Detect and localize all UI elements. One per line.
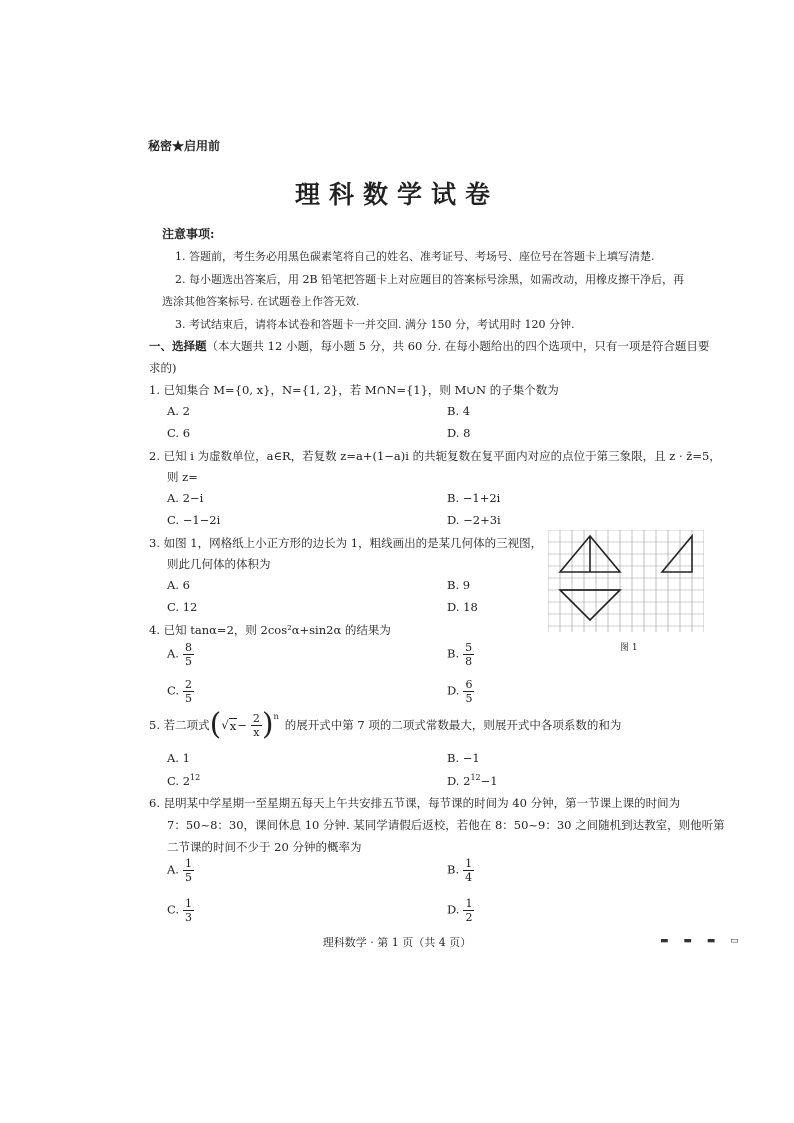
section-heading-rest: （本大题共 12 小题，每小题 5 分，共 60 分. 在每小题给出的四个选项中，只有一项是符合题目要 <box>206 339 710 353</box>
denominator: 4 <box>465 871 473 884</box>
question-5-option-c <box>167 773 200 788</box>
question-3-option-c: C. 12 <box>167 600 198 614</box>
option-label: C. <box>167 683 180 698</box>
page-title: 理科数学试卷 <box>294 180 499 209</box>
denominator: 5 <box>184 871 192 884</box>
option-label: A. <box>167 862 179 877</box>
question-4-option-d <box>447 678 474 705</box>
option-label: B. <box>447 862 460 877</box>
option-label: D. <box>447 902 460 917</box>
fraction <box>463 897 474 924</box>
notice-item: 1. 答题前，考生务必用黑色碳素笔将自己的姓名、准考证号、考场号、座位号在答题卡上填写清楚. <box>175 250 655 263</box>
question-3-option-d: D. 18 <box>447 600 478 614</box>
footer-marks: ▬ ▬ ▬ ▭ <box>660 936 745 946</box>
numerator: 1 <box>184 857 192 870</box>
notice-item: 选涂其他答案标号. 在试题卷上作答无效. <box>162 295 360 308</box>
fraction <box>183 897 194 924</box>
question-5-stem <box>149 707 622 742</box>
question-6-option-d <box>447 897 474 924</box>
question-2-option-c: C. −1−2i <box>167 513 221 527</box>
question-6-option-a <box>167 857 194 884</box>
question-2-stem: 2. 已知 i 为虚数单位，a∈R，若复数 z=a+(1−a)i 的共轭复数在复平面内对应的点位于第三象限，且 z · z̄=5， <box>149 449 721 463</box>
section-heading-line2: 求的) <box>149 361 177 375</box>
option-label: D. <box>447 683 460 698</box>
fraction <box>463 857 474 884</box>
question-6-line2: 7：50~8：30，课间休息 10 分钟. 某同学请假后返校，若他在 8：50~9：30 之间随机到达教室，则他听第 <box>167 818 725 832</box>
question-4-option-c <box>167 678 194 705</box>
power-exponent: 12 <box>190 773 201 782</box>
power-exponent: 12 <box>470 773 481 782</box>
fraction <box>463 641 474 668</box>
question-1-option-b: B. 4 <box>447 404 471 418</box>
confidential-label: 秘密★启用前 <box>148 139 221 153</box>
denominator: 2 <box>465 911 473 924</box>
question-4-option-a <box>167 641 194 668</box>
numerator: 1 <box>185 897 193 910</box>
denominator: 3 <box>185 911 193 924</box>
question-3-option-b: B. 9 <box>447 578 471 592</box>
fraction <box>183 641 194 668</box>
notice-item: 3. 考试结束后，请将本试卷和答题卡一并交回. 满分 150 分，考试用时 120 分钟. <box>175 318 575 331</box>
notice-heading: 注意事项: <box>162 227 215 241</box>
power-base: C. 2 <box>167 773 191 788</box>
page-footer: 理科数学 · 第 1 页（共 4 页） <box>322 936 472 949</box>
question-1-option-a: A. 2 <box>167 404 190 418</box>
question-5-prefix: 5. 若二项式 <box>149 718 210 732</box>
section-heading <box>149 338 709 354</box>
question-4-stem: 4. 已知 tanα=2，则 2cos²α+sin2α 的结果为 <box>149 623 391 637</box>
numerator: 6 <box>465 678 473 691</box>
question-6-line1: 6. 昆明某中学星期一至星期五每天上午共安排五节课，每节课的时间为 40 分钟，第一节课上课的时间为 <box>149 796 681 810</box>
denominator: x <box>253 725 260 739</box>
denominator: 8 <box>465 655 473 668</box>
numerator: 1 <box>465 857 473 870</box>
question-2-option-a: A. 2−i <box>167 491 204 505</box>
question-6-line3: 二节课的时间不少于 20 分钟的概率为 <box>167 840 362 854</box>
question-5-option-d <box>447 773 498 788</box>
question-5-suffix: 的展开式中第 7 项的二项式常数最大，则展开式中各项系数的和为 <box>284 718 622 732</box>
numerator: 1 <box>465 897 473 910</box>
power-tail: −1 <box>480 773 498 788</box>
exponent: n <box>273 711 279 721</box>
question-2-option-d: D. −2+3i <box>447 513 501 527</box>
fraction <box>183 678 194 705</box>
option-label: C. <box>167 902 180 917</box>
section-heading-bold: 一、选择题 <box>149 339 207 353</box>
question-1-option-d: D. 8 <box>447 426 471 440</box>
numerator: 5 <box>465 641 473 654</box>
question-1-stem: 1. 已知集合 M={0, x}，N={1, 2}，若 M∩N={1}，则 M∪N 的子集个数为 <box>149 383 559 397</box>
question-3-stem: 3. 如图 1，网格纸上小正方形的边长为 1，粗线画出的是某几何体的三视图， <box>149 536 543 550</box>
figure-1-caption: 图 1 <box>620 643 638 653</box>
question-5-option-b: B. −1 <box>447 751 480 765</box>
power-base: D. 2 <box>447 773 471 788</box>
question-3-stem-line2: 则此几何体的体积为 <box>167 557 271 571</box>
denominator: 5 <box>185 692 193 705</box>
minus-sign: − <box>237 718 247 732</box>
numerator: 2 <box>252 711 260 725</box>
question-2-stem-line2: 则 z= <box>167 470 198 484</box>
fraction <box>251 712 262 739</box>
sqrt-argument: x <box>229 718 237 733</box>
question-4-option-b <box>447 641 474 668</box>
question-6-option-c <box>167 897 194 924</box>
notice-item: 2. 每小题选出答案后，用 2B 铅笔把答题卡上对应题目的答案标号涂黑，如需改动，用橡皮擦干净后，再 <box>175 273 685 286</box>
question-3-option-a: A. 6 <box>167 578 190 592</box>
numerator: 8 <box>184 641 192 654</box>
fraction <box>183 857 194 884</box>
question-5-option-a: A. 1 <box>167 751 190 765</box>
left-paren: ( <box>209 707 222 742</box>
question-2-option-b: B. −1+2i <box>447 491 501 505</box>
question-6-option-b <box>447 857 474 884</box>
option-label: B. <box>447 646 460 661</box>
three-view-figure <box>548 530 704 632</box>
fraction <box>463 678 474 705</box>
denominator: 5 <box>184 655 192 668</box>
right-paren: ) <box>261 707 274 742</box>
sqrt-symbol: √ <box>221 718 229 732</box>
denominator: 5 <box>465 692 473 705</box>
question-1-option-c: C. 6 <box>167 426 191 440</box>
numerator: 2 <box>185 678 193 691</box>
option-label: A. <box>167 646 179 661</box>
